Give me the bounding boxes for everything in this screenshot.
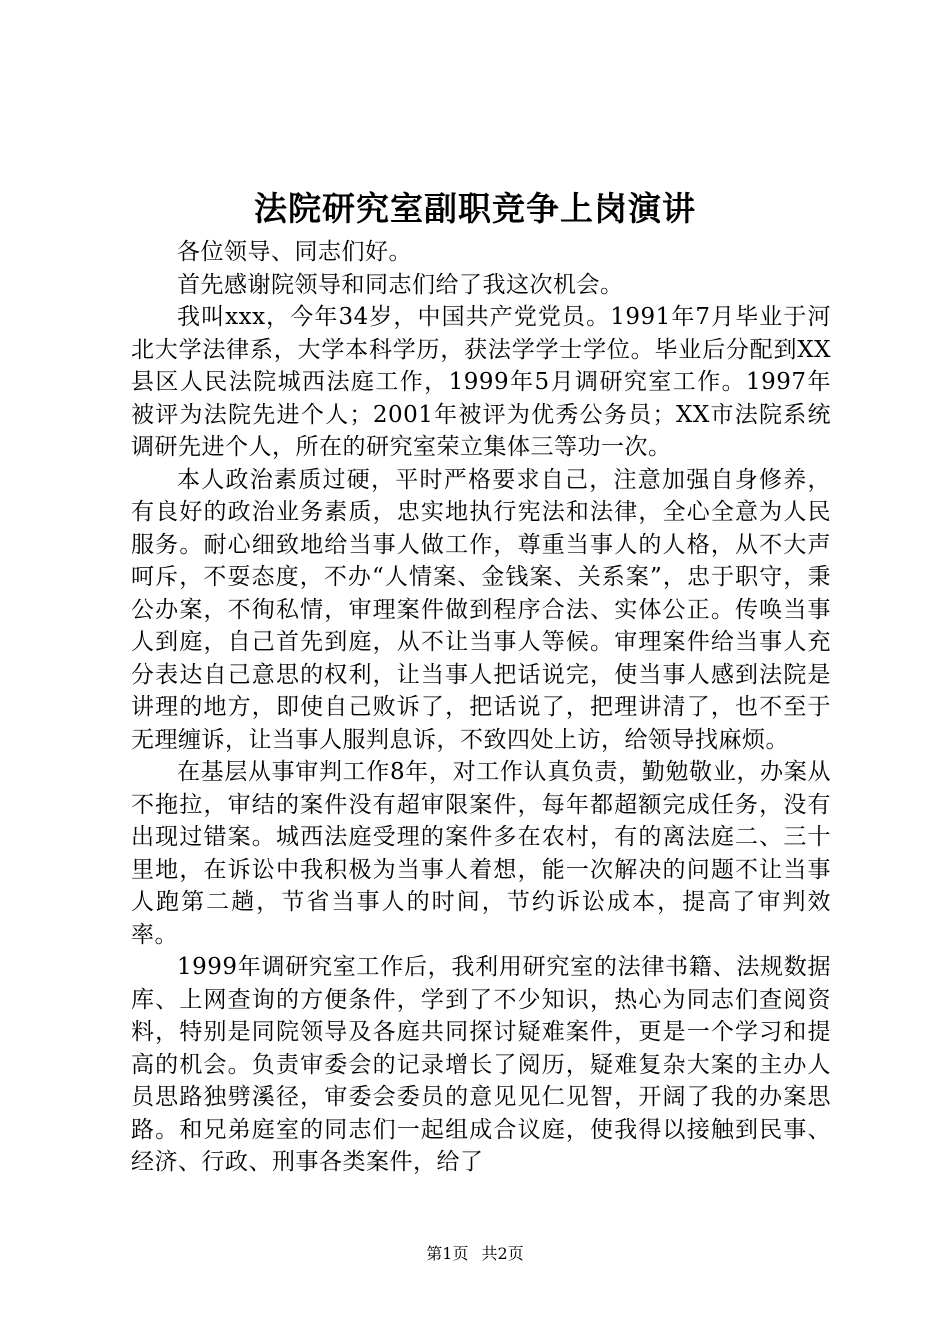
- paragraph-introduction: 我叫xxx，今年34岁，中国共产党党员。1991年7月毕业于河北大学法律系，大学本科学历，获法学学士学位。毕业后分配到XX县区人民法院城西法庭工作，1999年5月调研究室工作。1997年被评为法院先进个人；2001年被评为优秀公务员；XX市法院系统调研先进个人，所在的研究室荣立集体三等功一次。: [131, 304, 831, 460]
- document-title: 法院研究室副职竞争上岗演讲: [254, 189, 696, 228]
- paragraph-greeting: 各位领导、同志们好。: [177, 239, 412, 265]
- page-number-total: 共2页: [481, 1244, 524, 1263]
- paragraph-trial-work: 在基层从事审判工作8年，对工作认真负责，勤勉敬业，办案从不拖拉，审结的案件没有超审限案件，每年都超额完成任务，没有出现过错案。城西法庭受理的案件多在农村，有的离法庭二、三十里地，在诉讼中我积极为当事人着想，能一次解决的问题不让当事人跑第二趟，节省当事人的时间，节约诉讼成本，提高了审判效率。: [131, 759, 831, 948]
- paragraph-research-office: 1999年调研究室工作后，我利用研究室的法律书籍、法规数据库、上网查询的方便条件，学到了不少知识，热心为同志们查阅资料，特别是同院领导及各庭共同探讨疑难案件，更是一个学习和提高的机会。负责审委会的记录增长了阅历，疑难复杂大案的主办人员思路独劈溪径，审委会委员的意见见仁见智，开阔了我的办案思路。和兄弟庭室的同志们一起组成合议庭，使我得以接触到民事、经济、行政、刑事各类案件，给了: [131, 954, 831, 1175]
- page-footer: [0, 1242, 950, 1266]
- paragraph-thanks: 首先感谢院领导和同志们给了我这次机会。: [177, 271, 624, 298]
- paragraph-political-quality: 本人政治素质过硬，平时严格要求自己，注意加强自身修养，有良好的政治业务素质，忠实地执行宪法和法律，全心全意为人民服务。耐心细致地给当事人做工作，尊重当事人的人格，从不大声呵斥，不耍态度，不办“人情案、金钱案、关系案”，忠于职守，秉公办案，不徇私情，审理案件做到程序合法、实体公正。传唤当事人到庭，自己首先到庭，从不让当事人等候。审理案件给当事人充分表达自己意思的权利，让当事人把话说完，使当事人感到法院是讲理的地方，即使自己败诉了，把话说了，把理讲清了，也不至于无理缠诉，让当事人服判息诉，不致四处上访，给领导找麻烦。: [131, 466, 831, 753]
- page-number-current: 第1页: [426, 1244, 469, 1263]
- document-body: [131, 236, 831, 1179]
